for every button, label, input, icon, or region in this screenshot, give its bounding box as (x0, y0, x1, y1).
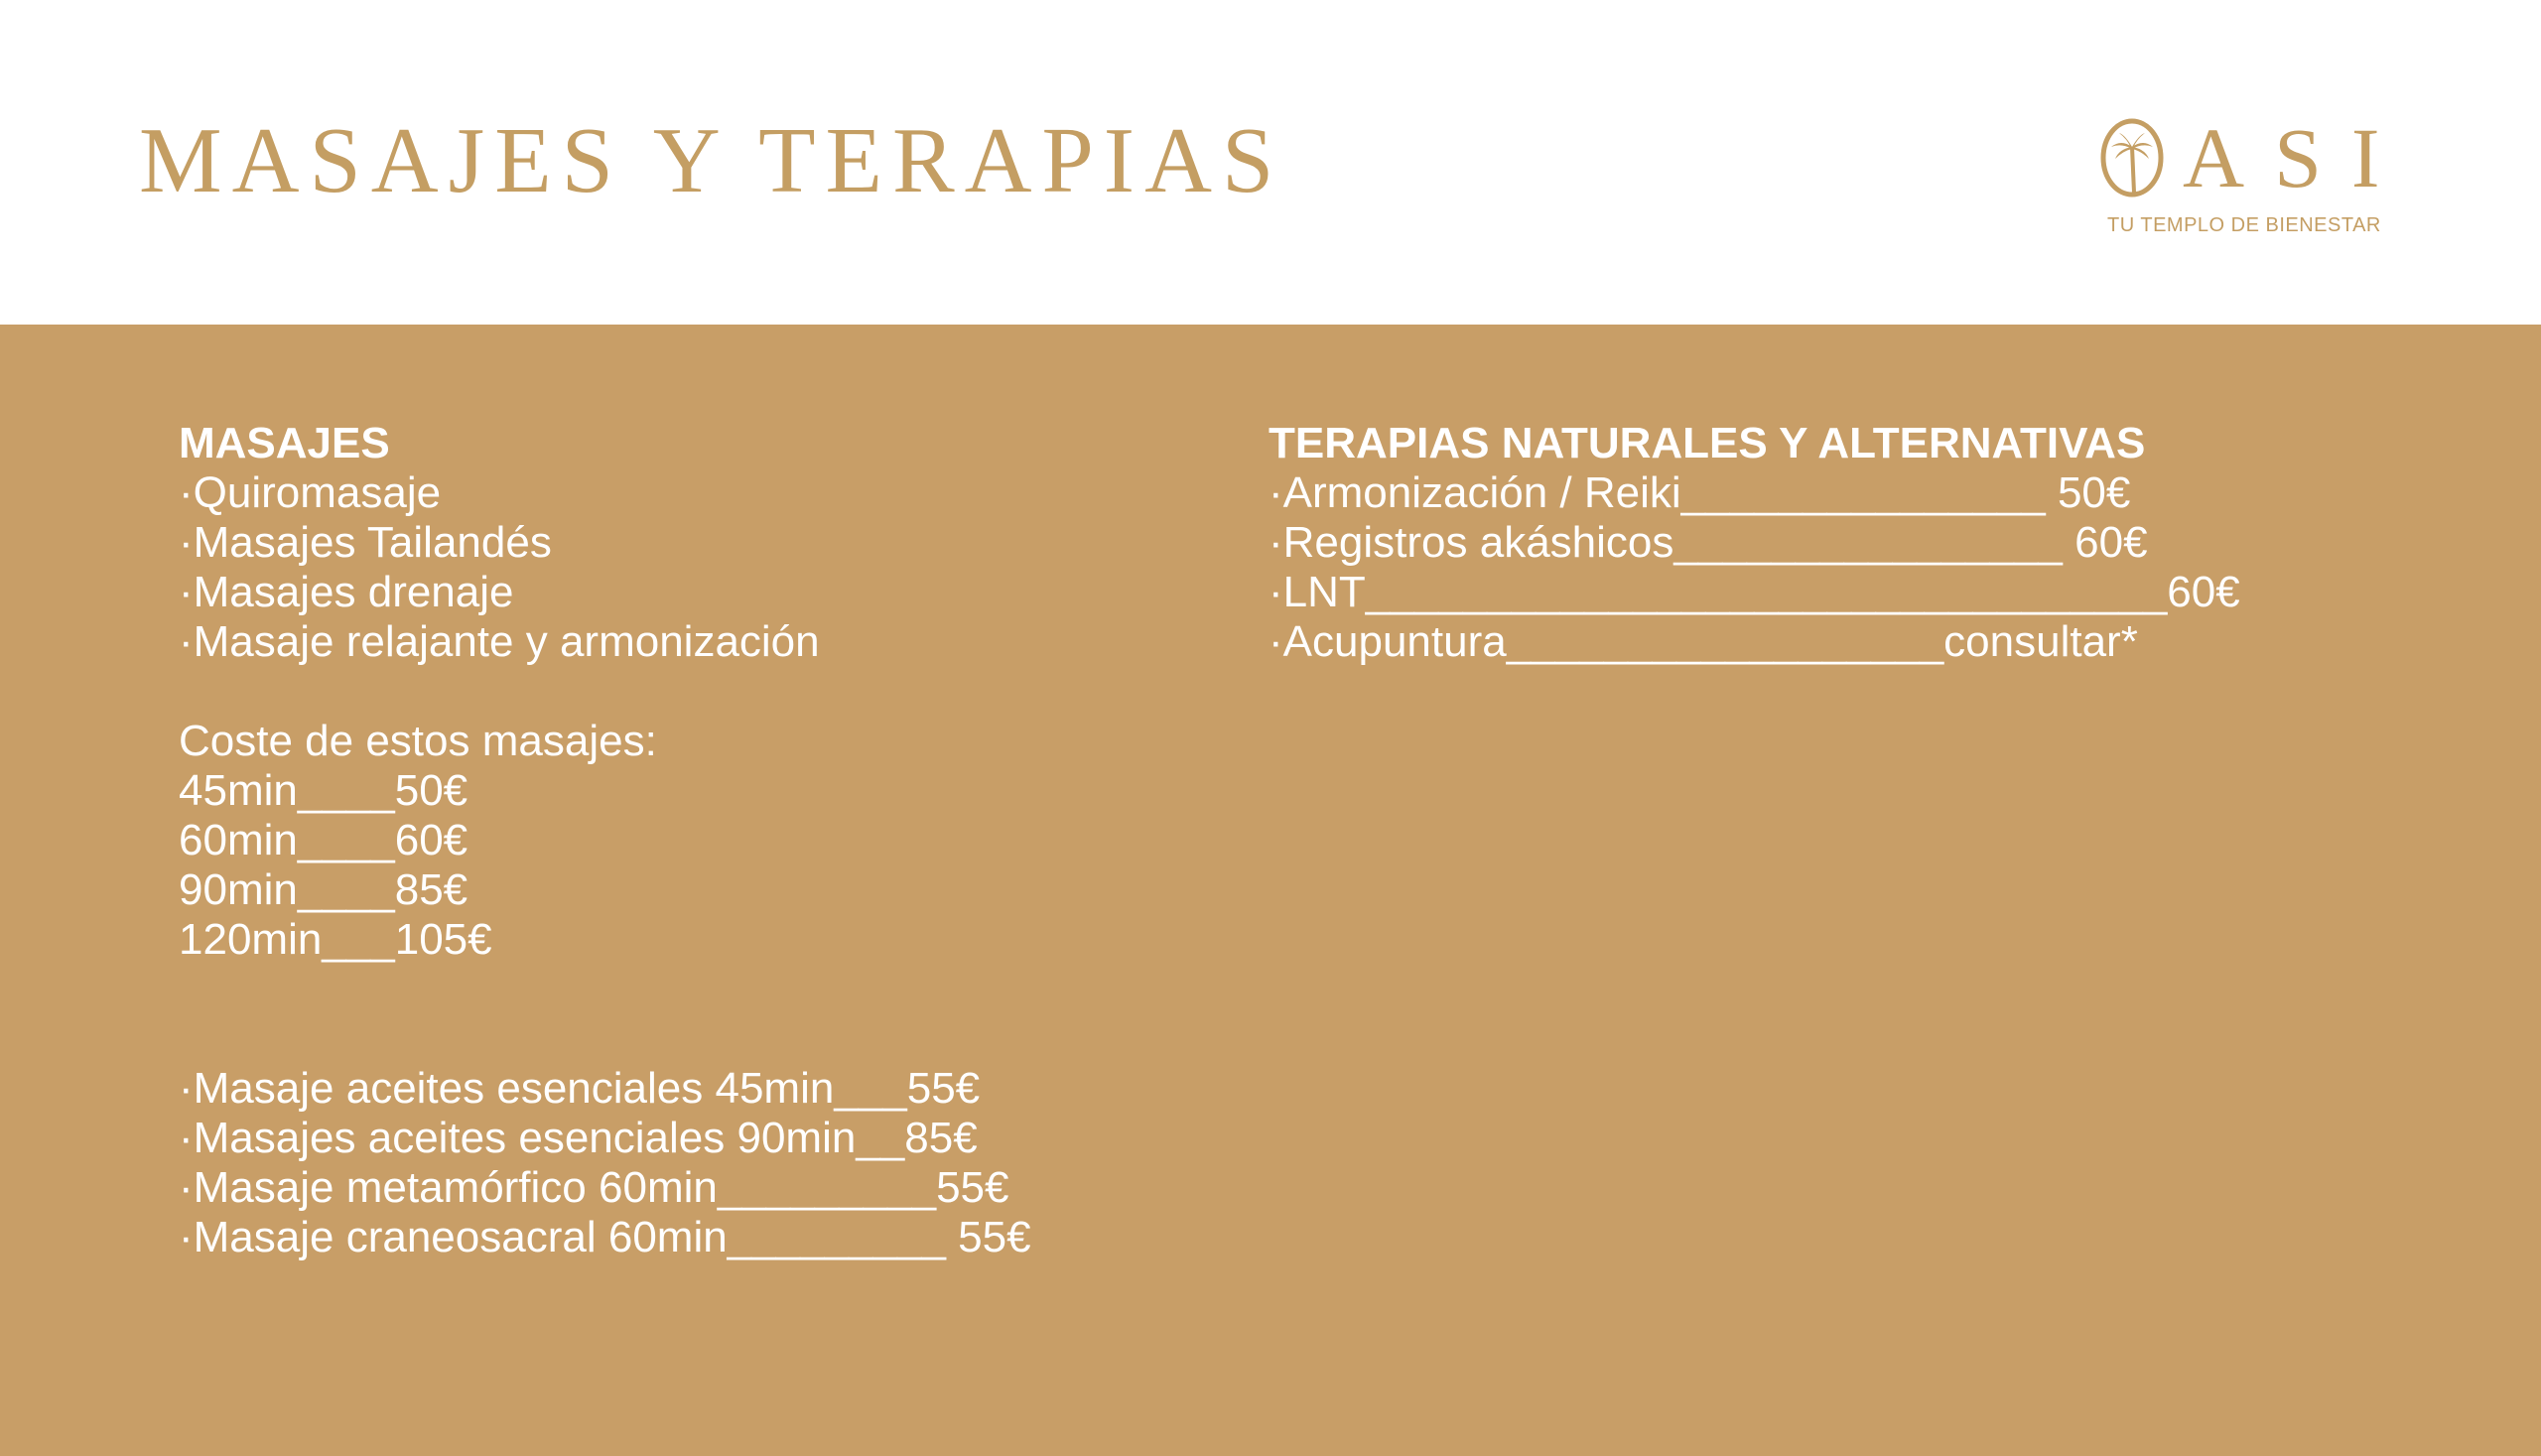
oasi-logo (2099, 110, 2410, 246)
price-row: ·Masaje craneosacral 60min_________ 55€ (179, 1213, 1031, 1261)
logo-letters: ASI (2183, 110, 2410, 205)
cost-heading: Coste de estos masajes: (179, 717, 657, 765)
page-title: MASAJES Y TERAPIAS (139, 109, 1284, 212)
logo-tagline: TU TEMPLO DE BIENESTAR (2107, 214, 2381, 236)
price-row: 45min____50€ (179, 766, 468, 815)
logo-wordmark (2099, 110, 2410, 205)
price-row: ·Acupuntura__________________consultar* (1269, 617, 2138, 666)
price-row: 90min____85€ (179, 865, 468, 914)
price-row: 120min___105€ (179, 915, 492, 964)
list-item: ·Masajes Tailandés (179, 518, 552, 567)
section-heading-terapias: TERAPIAS NATURALES Y ALTERNATIVAS (1269, 419, 2146, 467)
header (0, 0, 2541, 325)
massages-column (179, 419, 1031, 1262)
list-item: ·Quiromasaje (179, 468, 442, 517)
price-row: ·Masajes aceites esenciales 90min__85€ (179, 1114, 978, 1162)
price-row: ·Registros akáshicos________________ 60€ (1269, 518, 2148, 567)
price-row: ·Masaje metamórfico 60min_________55€ (179, 1163, 1009, 1212)
menu-panel (0, 325, 2541, 1456)
price-row: ·LNT_________________________________60€ (1269, 568, 2240, 616)
list-item: ·Masajes drenaje (179, 568, 514, 616)
price-row: ·Armonización / Reiki_______________ 50€ (1269, 468, 2131, 517)
list-item: ·Masaje relajante y armonización (179, 617, 820, 666)
price-row: ·Masaje aceites esenciales 45min___55€ (179, 1064, 981, 1113)
section-heading-masajes: MASAJES (179, 419, 390, 467)
price-row: 60min____60€ (179, 816, 468, 864)
therapies-column (1269, 419, 2240, 667)
palm-tree-icon (2099, 117, 2165, 199)
